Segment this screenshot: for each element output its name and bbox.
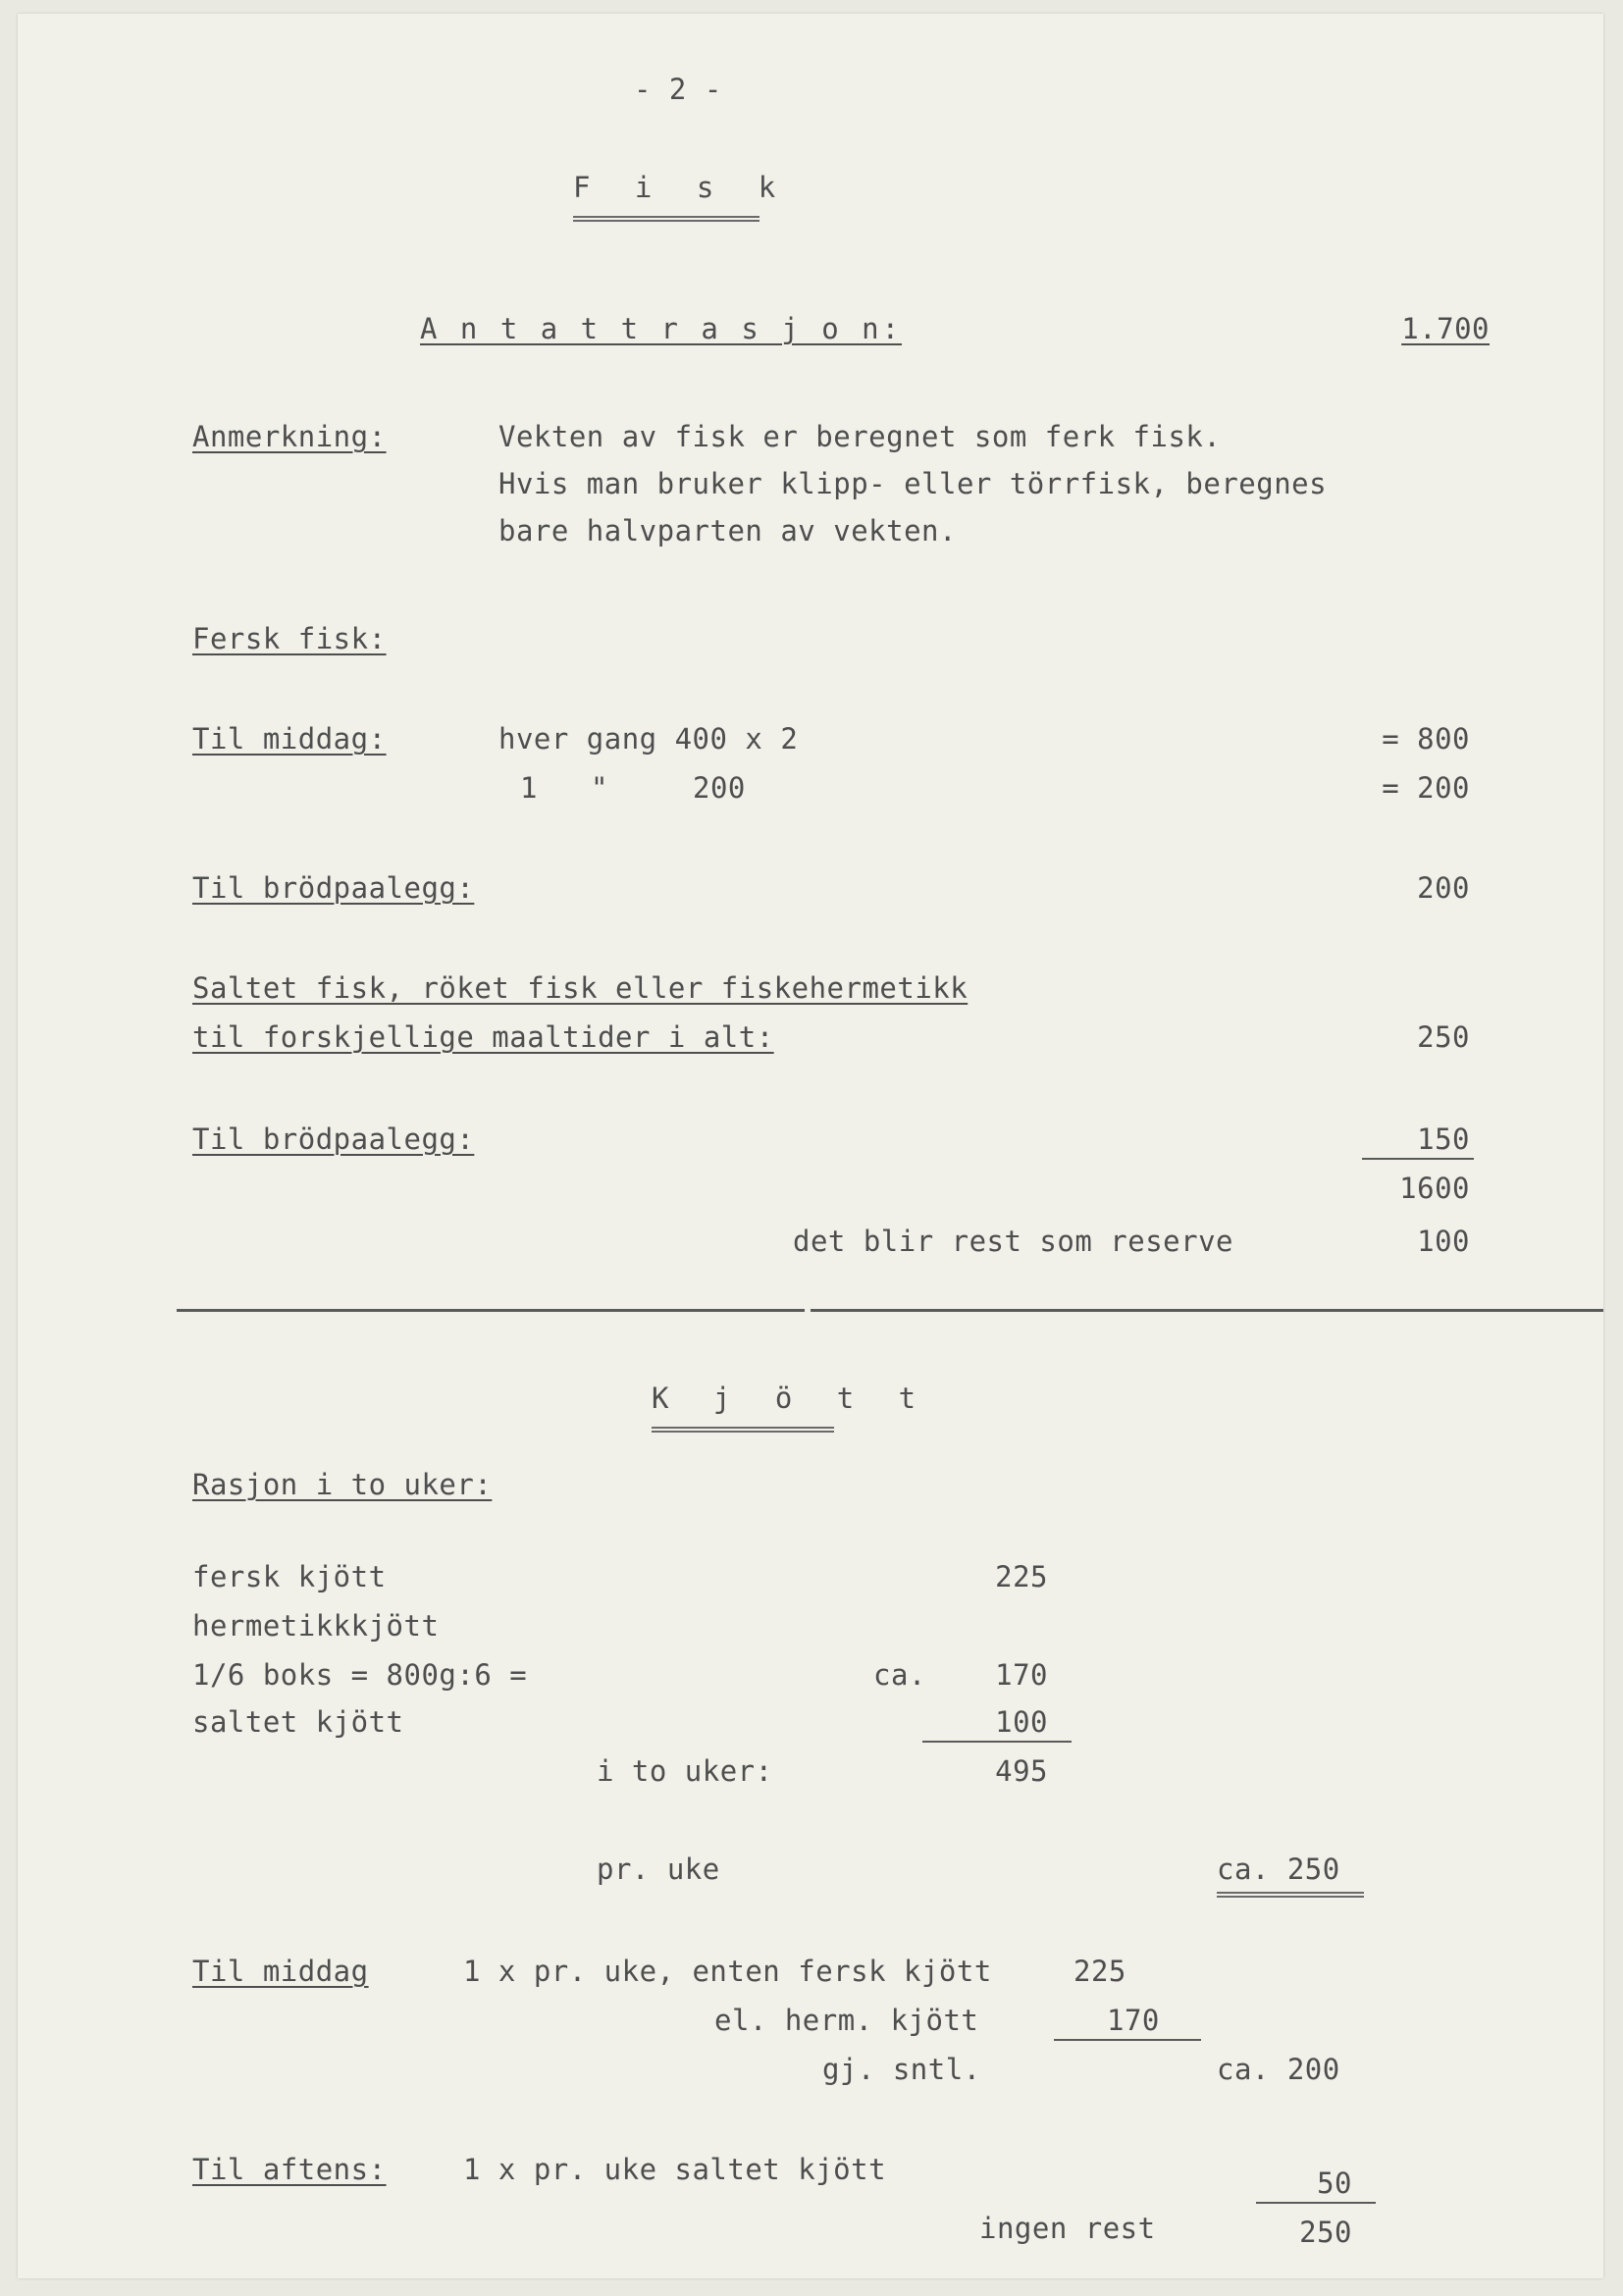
brodpaalegg-label-2: Til brödpaalegg:	[192, 1122, 475, 1156]
section-heading-kjott: K j ö t t	[652, 1382, 930, 1415]
section-heading-fisk: F i s k	[573, 171, 790, 204]
antatt-rasjon-label: A n t a t t r a s j o n:	[420, 312, 903, 345]
document-page	[18, 14, 1603, 2278]
middag-line-2-amount: 200	[693, 771, 746, 805]
kjott-middag-line-2: el. herm. kjött	[714, 2004, 979, 2037]
ingen-rest-label: ingen rest	[979, 2212, 1156, 2245]
pr-uke-double-underline	[1217, 1892, 1364, 1898]
boks-ca: ca.	[873, 1658, 926, 1692]
fisk-sum: 1600	[1399, 1172, 1470, 1205]
brodpaalegg-value-2: 150	[1417, 1122, 1470, 1156]
rest-value: 100	[1417, 1225, 1470, 1258]
fersk-kjott-value: 225	[995, 1560, 1048, 1593]
kjott-middag-line-3: gj. sntl.	[822, 2053, 981, 2086]
page-number: - 2 -	[634, 73, 722, 106]
to-uker-label: i to uker:	[597, 1754, 773, 1788]
hermetikk-label: hermetikkkjött	[192, 1609, 440, 1643]
kjott-middag-value-2: 170	[1107, 2004, 1160, 2037]
section-separator-right	[811, 1309, 1603, 1312]
pr-uke-value: ca. 250	[1217, 1852, 1340, 1886]
brodpaalegg-label-1: Til brödpaalegg:	[192, 871, 475, 905]
to-uker-sum-rule	[922, 1741, 1072, 1743]
section-separator-left	[177, 1309, 805, 1312]
anmerkning-line-3: bare halvparten av vekten.	[498, 514, 957, 548]
rest-label: det blir rest som reserve	[793, 1225, 1233, 1258]
middag-value-1: = 800	[1382, 722, 1470, 756]
kjott-middag-value-1: 225	[1073, 1955, 1126, 1988]
saltet-fisk-line-1: Saltet fisk, röket fisk eller fiskehermetikk	[192, 971, 969, 1005]
saltet-fisk-line-2: til forskjellige maaltider i alt:	[192, 1020, 774, 1054]
middag-line-2-count: 1	[520, 771, 538, 805]
fersk-kjott-label: fersk kjött	[192, 1560, 387, 1593]
anmerkning-line-1: Vekten av fisk er beregnet som ferk fisk.	[498, 420, 1222, 453]
boks-label: 1/6 boks = 800g:6 =	[192, 1658, 528, 1692]
middag-value-2: = 200	[1382, 771, 1470, 805]
middag-avg-rule	[1054, 2039, 1201, 2041]
anmerkning-label: Anmerkning:	[192, 420, 387, 453]
boks-value: 170	[995, 1658, 1048, 1692]
rasjon-label: Rasjon i to uker:	[192, 1468, 493, 1501]
pr-uke-label: pr. uke	[597, 1852, 720, 1886]
brodpaalegg-value-1: 200	[1417, 871, 1470, 905]
heading-double-underline	[573, 216, 759, 222]
fersk-fisk-label: Fersk fisk:	[192, 622, 387, 655]
heading-double-underline	[652, 1427, 834, 1433]
saltet-kjott-label: saltet kjött	[192, 1705, 404, 1739]
middag-line-2-ditto: "	[591, 771, 608, 805]
antatt-rasjon-value: 1.700	[1401, 312, 1490, 345]
to-uker-value: 495	[995, 1754, 1048, 1788]
saltet-fisk-value: 250	[1417, 1020, 1470, 1054]
aftens-line: 1 x pr. uke saltet kjött	[463, 2153, 887, 2186]
saltet-kjott-value: 100	[995, 1705, 1048, 1739]
kjott-middag-value-3: ca. 200	[1217, 2053, 1340, 2086]
kjott-middag-label: Til middag	[192, 1955, 369, 1988]
aftens-sum-rule	[1256, 2202, 1376, 2204]
aftens-value: 50	[1317, 2166, 1352, 2200]
middag-line-1: hver gang 400 x 2	[498, 722, 799, 756]
anmerkning-line-2: Hvis man bruker klipp- eller törrfisk, beregnes	[498, 467, 1328, 500]
til-middag-label: Til middag:	[192, 722, 387, 756]
ingen-rest-value: 250	[1299, 2216, 1352, 2249]
aftens-label: Til aftens:	[192, 2153, 387, 2186]
kjott-middag-line-1: 1 x pr. uke, enten fersk kjött	[463, 1955, 992, 1988]
sum-rule	[1362, 1158, 1474, 1160]
